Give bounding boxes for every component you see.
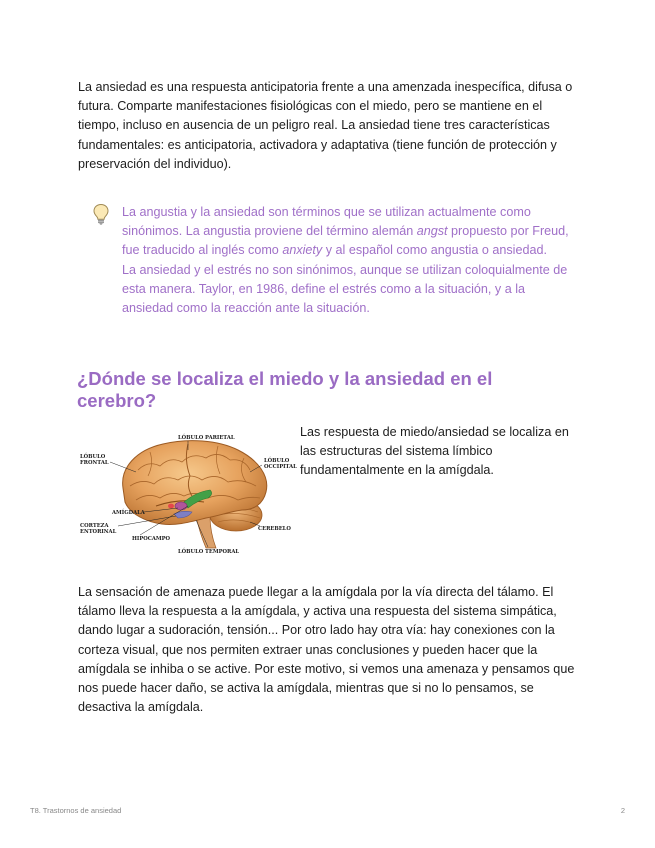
note-term-angst: angst bbox=[416, 224, 448, 239]
footer-title: T8. Trastornos de ansiedad bbox=[30, 806, 122, 815]
note-text bbox=[122, 203, 572, 318]
label-corteza-2: ENTORINAL bbox=[80, 529, 117, 535]
red-structure bbox=[168, 504, 174, 509]
brain-description: Las respuesta de miedo/ansiedad se localiza en las estructuras del sistema límbico fundamentalmente en la amígdala. bbox=[300, 425, 569, 478]
note-text-segment: La angustia y la ansiedad son términos que se utilizan actualmente como sinónimos. La angustia proviene del término alemán bbox=[122, 205, 531, 239]
label-frontal-1: LÓBULO bbox=[80, 454, 106, 460]
lightbulb-icon bbox=[92, 203, 110, 225]
label-cerebelo: CEREBELO bbox=[258, 526, 291, 532]
brain-diagram bbox=[78, 430, 297, 558]
label-corteza-1: CORTEZA bbox=[80, 523, 109, 529]
note-paragraph-1 bbox=[122, 203, 572, 261]
note-text-segment: y al español como angustia o ansiedad. bbox=[322, 243, 547, 258]
label-frontal-2: FRONTAL bbox=[80, 460, 109, 466]
label-occipital-2: OCCIPITAL bbox=[264, 464, 297, 470]
label-temporal: LÓBULO TEMPORAL bbox=[178, 549, 240, 555]
intro-paragraph: La ansiedad es una respuesta anticipatoria frente a una amenzada inespecífica, difusa o futura. Comparte manifestaciones fisiológicas con el miedo, pero se mantiene en el tiempo, incluso en ausencia de un peligro real. La ansiedad tiene tres características fundamentales: es anticipatoria, activadora y adaptativa (tiene función de protección y preservación del individuo). bbox=[78, 80, 573, 171]
note-term-anxiety: anxiety bbox=[282, 243, 323, 258]
note-paragraph-2: La ansiedad y el estrés no son sinónimos, aunque se utilizan coloquialmente de esta manera. Taylor, en 1986, define el estrés como a la situación, y a la ansiedad como la reacción ante la situación. bbox=[122, 262, 568, 316]
section-heading: ¿Dónde se localiza el miedo y la ansiedad en el cerebro? bbox=[77, 368, 493, 411]
page-number: 2 bbox=[620, 806, 625, 815]
amygdala-highlight bbox=[175, 502, 187, 510]
threat-paragraph: La sensación de amenaza puede llegar a la amígdala por la vía directa del tálamo. El tálamo lleva la respuesta a la amígdala, y activa una respuesta del sistema simpática, dando lugar a sudoración, tensión... Por otro lado hay otra vía: hay conexiones con la corteza visual, que nos permiten extraer unas conclusiones y pueden hacer que la amígdala se inhiba o se active. Por este motivo, si vemos una amenaza y pensamos que nos puede hacer daño, se activa la amígdala, mientras que si no lo pensamos, se desactiva la amígdala. bbox=[78, 585, 575, 715]
label-hipocampo: HIPOCAMPO bbox=[132, 536, 171, 542]
note-text-segment: propuesto por Freud, fue traducido al inglés como bbox=[122, 224, 569, 258]
label-parietal: LÓBULO PARIETAL bbox=[178, 435, 235, 441]
label-occipital-1: LÓBULO bbox=[264, 458, 290, 464]
label-amigdala: AMÍGDALA bbox=[112, 510, 145, 516]
